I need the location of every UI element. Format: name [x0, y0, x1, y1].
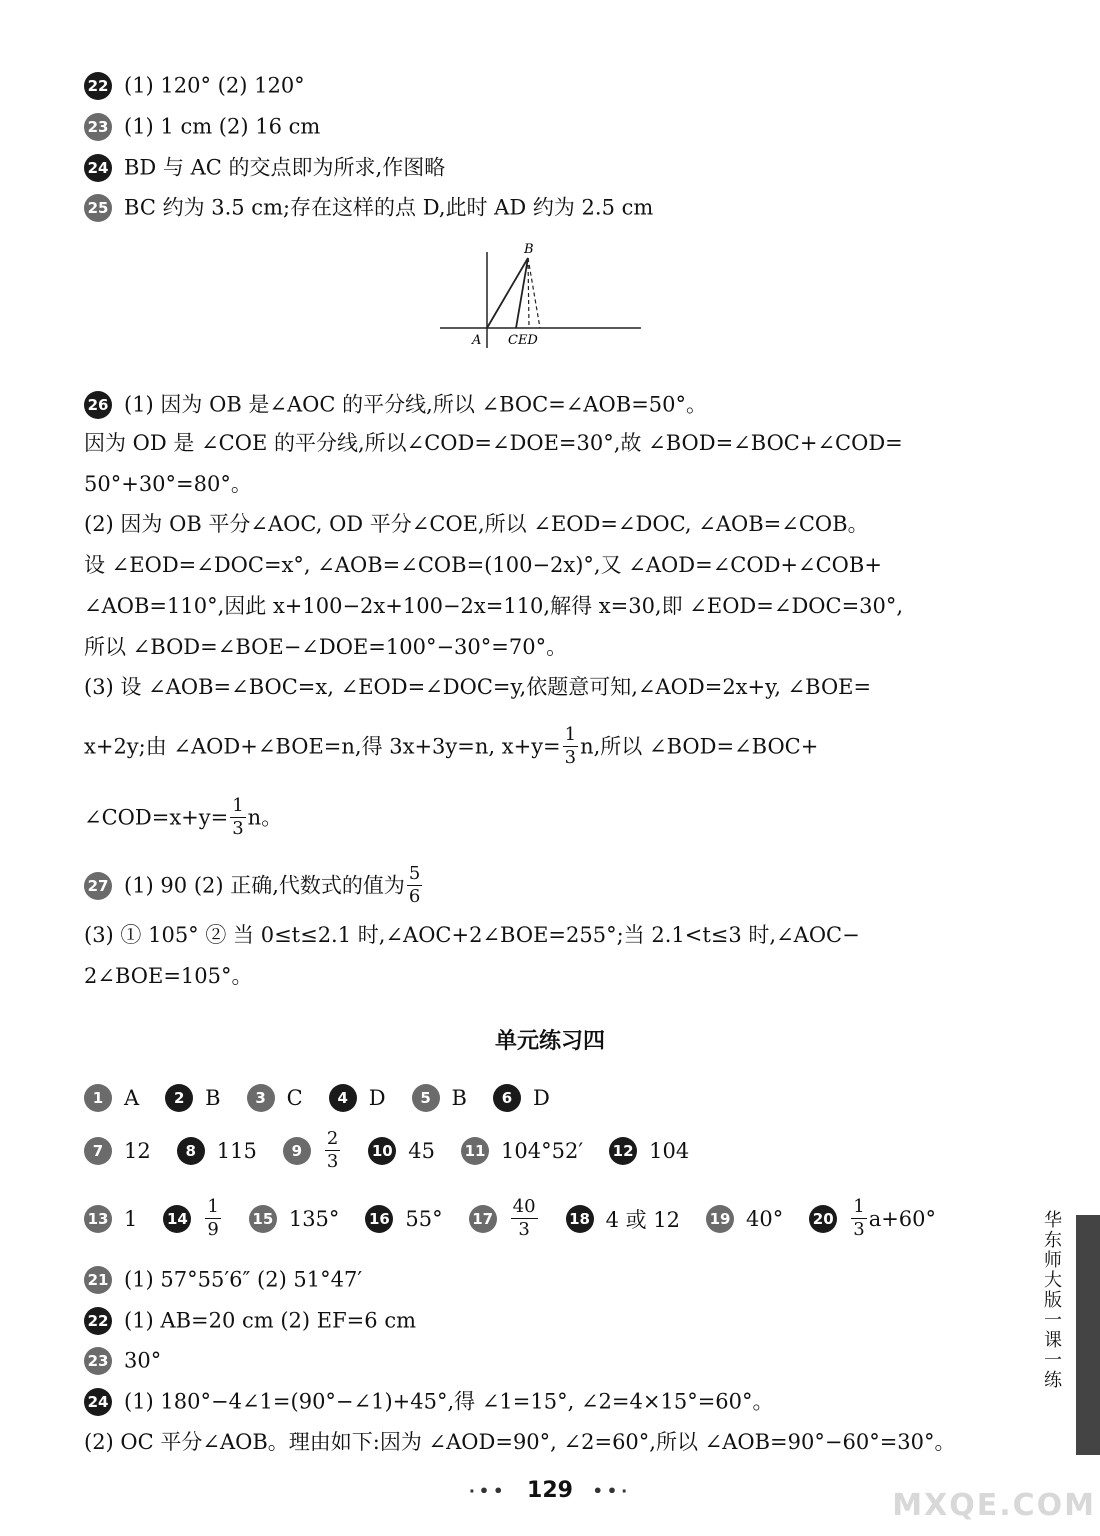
question-number: 25 [84, 194, 112, 222]
answer-12 [609, 1137, 689, 1165]
question-number: 27 [84, 872, 112, 900]
answer-24 [84, 152, 445, 182]
answer-26-line-5: 设 ∠EOD=∠DOC=x°, ∠AOB=∠COB=(100−2x)°,又 ∠AOD=∠COD+∠COB+ [84, 553, 882, 577]
question-number: 21 [84, 1266, 112, 1294]
page-number: 129 [527, 1478, 573, 1503]
question-number: 22 [84, 1307, 112, 1335]
answer-text: 1 [124, 1206, 138, 1231]
answer-text: (1) 120° (2) 120° [124, 73, 305, 98]
geometry-figure [436, 238, 646, 353]
answer-text: (1) 57°55′6″ (2) 51°47′ [124, 1267, 363, 1292]
question-number: 7 [84, 1137, 112, 1165]
question-number: 8 [177, 1137, 205, 1165]
answer-text: 30° [124, 1348, 162, 1373]
question-number: 23 [84, 113, 112, 141]
question-number: 14 [163, 1205, 191, 1233]
answer-23 [84, 111, 320, 141]
answer-text: D [368, 1086, 386, 1110]
answer-4 [329, 1084, 386, 1112]
answer-10 [368, 1137, 435, 1165]
fraction [511, 1198, 538, 1239]
question-number: 22 [84, 72, 112, 100]
question-number: 24 [84, 1388, 112, 1416]
answer-5 [412, 1084, 467, 1112]
answer-20 [809, 1198, 936, 1239]
answer-23-unit4 [84, 1345, 161, 1375]
question-number: 2 [165, 1084, 193, 1112]
answer-6 [493, 1084, 550, 1112]
answer-7 [84, 1137, 151, 1165]
denominator: 3 [853, 1219, 865, 1240]
answer-24-unit4 [84, 1386, 774, 1416]
question-number: 18 [566, 1205, 594, 1233]
question-number: 20 [809, 1205, 837, 1233]
question-number: 19 [706, 1205, 734, 1233]
answer-26-line-7: 所以 ∠BOD=∠BOE−∠DOE=100°−30°=70°。 [84, 635, 568, 659]
answer-3 [247, 1084, 303, 1112]
answer-19 [706, 1205, 783, 1233]
answer-16 [365, 1205, 442, 1233]
answer-text: 115 [216, 1138, 257, 1163]
page-edge-band [1076, 1215, 1100, 1455]
question-number: 3 [247, 1084, 275, 1112]
question-number: 4 [329, 1084, 357, 1112]
multiple-choice-answers [84, 1084, 576, 1112]
question-number: 1 [84, 1084, 112, 1112]
fraction [205, 1198, 220, 1239]
answer-text: n。 [247, 805, 283, 830]
answer-2 [165, 1084, 220, 1112]
answer-26-line-8: (3) 设 ∠AOB=∠BOC=x, ∠EOD=∠DOC=y,依题意可知,∠AOD=2x+y, ∠BOE= [84, 675, 872, 699]
section-title: 单元练习四 [494, 1028, 605, 1054]
answer-26-line-9 [84, 726, 818, 767]
answer-27-line-1 [84, 865, 424, 906]
answer-26-line-3: 50°+30°=80°。 [84, 472, 252, 496]
answer-text: BD 与 AC 的交点即为所求,作图略 [124, 155, 446, 180]
answer-26-line-6: ∠AOB=110°,因此 x+100−2x+100−2x=110,解得 x=30,即 ∠EOD=∠DOC=30°, [84, 594, 904, 618]
question-number: 10 [368, 1137, 396, 1165]
question-number: 26 [84, 391, 112, 419]
answer-text: 45 [408, 1138, 436, 1163]
answer-25 [84, 192, 653, 222]
fraction [230, 797, 245, 838]
question-number: 5 [412, 1084, 440, 1112]
question-number: 6 [493, 1084, 521, 1112]
denominator: 3 [232, 818, 244, 839]
denominator: 3 [518, 1219, 530, 1240]
answer-text: 4 或 12 [605, 1207, 680, 1232]
answer-text: C [286, 1086, 303, 1110]
answer-text: (1) 180°−4∠1=(90°−∠1)+45°,得 ∠1=15°, ∠2=4×15°=60°。 [124, 1389, 774, 1414]
question-number: 17 [469, 1205, 497, 1233]
answer-27-line-3: 2∠BOE=105°。 [84, 964, 253, 988]
answer-text: (1) 90 (2) 正确,代数式的值为 [124, 873, 405, 898]
answer-text: 104 [649, 1138, 690, 1163]
footer-dots-right: ••· [592, 1481, 632, 1501]
answer-text: 40° [746, 1206, 784, 1231]
answer-17 [469, 1198, 540, 1239]
answer-text: ∠COD=x+y= [84, 805, 229, 830]
answer-13 [84, 1205, 137, 1233]
answer-27-line-2: (3) ① 105° ② 当 0≤t≤2.1 时,∠AOC+2∠BOE=255°;当 2.1<t≤3 时,∠AOC− [84, 923, 860, 947]
question-number: 12 [609, 1137, 637, 1165]
answer-22 [84, 70, 305, 100]
answer-8 [177, 1137, 257, 1165]
question-number: 16 [365, 1205, 393, 1233]
fraction [563, 726, 578, 767]
answer-text: (1) 因为 OB 是∠AOC 的平分线,所以 ∠BOC=∠AOB=50°。 [124, 392, 708, 417]
question-number: 24 [84, 154, 112, 182]
fraction [851, 1198, 866, 1239]
fraction [325, 1130, 340, 1171]
answer-text: (1) 1 cm (2) 16 cm [124, 114, 321, 139]
segment-be-dashed [528, 258, 529, 328]
footer-dots-left: ·•• [468, 1481, 508, 1501]
question-number: 13 [84, 1205, 112, 1233]
denominator: 3 [564, 747, 577, 768]
denominator: 9 [207, 1219, 219, 1240]
side-series-label: 华东师大版一课一练 [1041, 1210, 1062, 1390]
fill-answers-row-1 [84, 1130, 715, 1171]
fraction [407, 865, 422, 906]
numerator: 1 [232, 795, 244, 816]
question-number: 15 [249, 1205, 277, 1233]
label-b: B [524, 242, 534, 257]
answer-text: BC 约为 3.5 cm;存在这样的点 D,此时 AD 约为 2.5 cm [124, 195, 654, 220]
answer-14 [163, 1198, 222, 1239]
answer-text: (1) AB=20 cm (2) EF=6 cm [124, 1308, 416, 1333]
answer-text: B [205, 1086, 221, 1110]
answer-9 [283, 1130, 342, 1171]
answer-18 [566, 1204, 680, 1234]
answer-text: D [532, 1086, 550, 1110]
answer-text: a+60° [868, 1206, 937, 1231]
answer-24-unit4-part2: (2) OC 平分∠AOB。理由如下:因为 ∠AOD=90°, ∠2=60°,所以 ∠AOB=90°−60°=30°。 [84, 1430, 956, 1454]
segment-bd-dashed [528, 258, 540, 328]
denominator: 6 [408, 886, 421, 907]
answer-text: 104°52′ [501, 1138, 584, 1163]
answer-text: A [124, 1086, 140, 1110]
answer-26-line-2: 因为 OD 是 ∠COE 的平分线,所以∠COD=∠DOE=30°,故 ∠BOD=∠BOC+∠COD= [84, 431, 903, 455]
answer-text: 135° [288, 1206, 340, 1231]
answer-26-line-4: (2) 因为 OB 平分∠AOC, OD 平分∠COE,所以 ∠EOD=∠DOC, ∠AOB=∠COB。 [84, 512, 869, 536]
watermark: MXQE.COM [892, 1488, 1096, 1523]
answer-text: B [451, 1086, 467, 1110]
question-number: 11 [461, 1137, 489, 1165]
answer-21 [84, 1264, 362, 1294]
answer-text: 12 [124, 1138, 151, 1163]
numerator: 1 [853, 1196, 865, 1217]
numerator: 5 [408, 863, 421, 884]
answer-text: n,所以 ∠BOD=∠BOC+ [580, 734, 819, 759]
answer-26-line-1 [84, 389, 707, 419]
question-number: 9 [283, 1137, 311, 1165]
answer-22-unit4 [84, 1305, 416, 1335]
numerator: 2 [326, 1128, 339, 1149]
label-ced: CED [508, 333, 538, 348]
answer-1 [84, 1084, 139, 1112]
numerator: 40 [512, 1196, 536, 1217]
question-number: 23 [84, 1347, 112, 1375]
answer-text: x+2y;由 ∠AOD+∠BOE=n,得 3x+3y=n, x+y= [84, 734, 561, 759]
label-a: A [472, 333, 482, 348]
fill-answers-row-2 [84, 1198, 962, 1239]
denominator: 3 [326, 1151, 339, 1172]
answer-11 [461, 1137, 583, 1165]
numerator: 1 [564, 724, 577, 745]
numerator: 1 [207, 1196, 219, 1217]
answer-15 [249, 1205, 340, 1233]
answer-text: 55° [405, 1206, 443, 1231]
answer-26-line-10 [84, 797, 282, 838]
